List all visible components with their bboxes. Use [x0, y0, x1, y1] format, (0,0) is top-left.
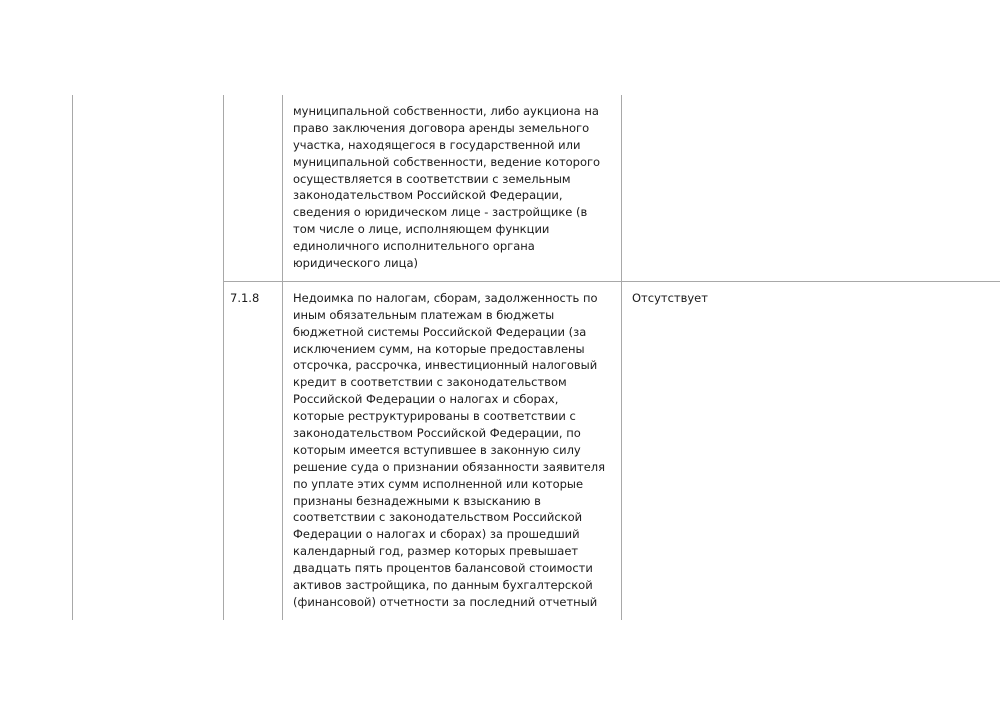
table-cell-number — [224, 95, 283, 281]
table-body — [73, 95, 1000, 620]
table-cell-number — [224, 281, 283, 619]
row-value: Отсутствует — [632, 290, 708, 305]
table-row — [73, 281, 1000, 619]
table-cell-description — [283, 95, 622, 281]
row-description: Недоимка по налогам, сборам, задолженность по иным обязательным платежам в бюджеты бюджетной системы Российской Федерации (за исключением сумм, на которые предоставлены отсрочка, рассрочка, инвестиционный налоговый кредит в соответствии с законодательством Российской Федерации о налогах и сборах, которые реструктурированы в соответствии с законодательством Российской Федерации, по которым имеется вступившее в законную силу решение суда о признании обязанности заявителя по уплате этих сумм исполненной или которые признаны безнадежными к взысканию в соответствии с законодательством Российской Федерации о налогах и сборах) за прошедший календарный год, размер которых превышает двадцать пять процентов балансовой стоимости активов застройщика, по данным бухгалтерской (финансовой) отчетности за последний отчетный — [293, 290, 606, 609]
row-number: 7.1.8 — [230, 290, 260, 305]
document-table — [72, 95, 1000, 620]
table-cell-value — [622, 95, 1000, 281]
row-description: муниципальной собственности, либо аукциона на право заключения договора аренды земельного участка, находящегося в государственной или муниципальной собственности, ведение которого осуществляется в соответствии с земельным законодательством Российской Федерации, сведения о юридическом лице - застройщике (в том числе о лице, исполняющем функции единоличного исполнительного органа юридического лица) — [293, 104, 601, 271]
table-cell-margin — [73, 281, 224, 619]
table-cell-value — [622, 281, 1000, 619]
table-row — [73, 95, 1000, 281]
row-value — [632, 103, 996, 113]
table-cell-margin — [73, 95, 224, 281]
table-cell-description — [283, 281, 622, 619]
